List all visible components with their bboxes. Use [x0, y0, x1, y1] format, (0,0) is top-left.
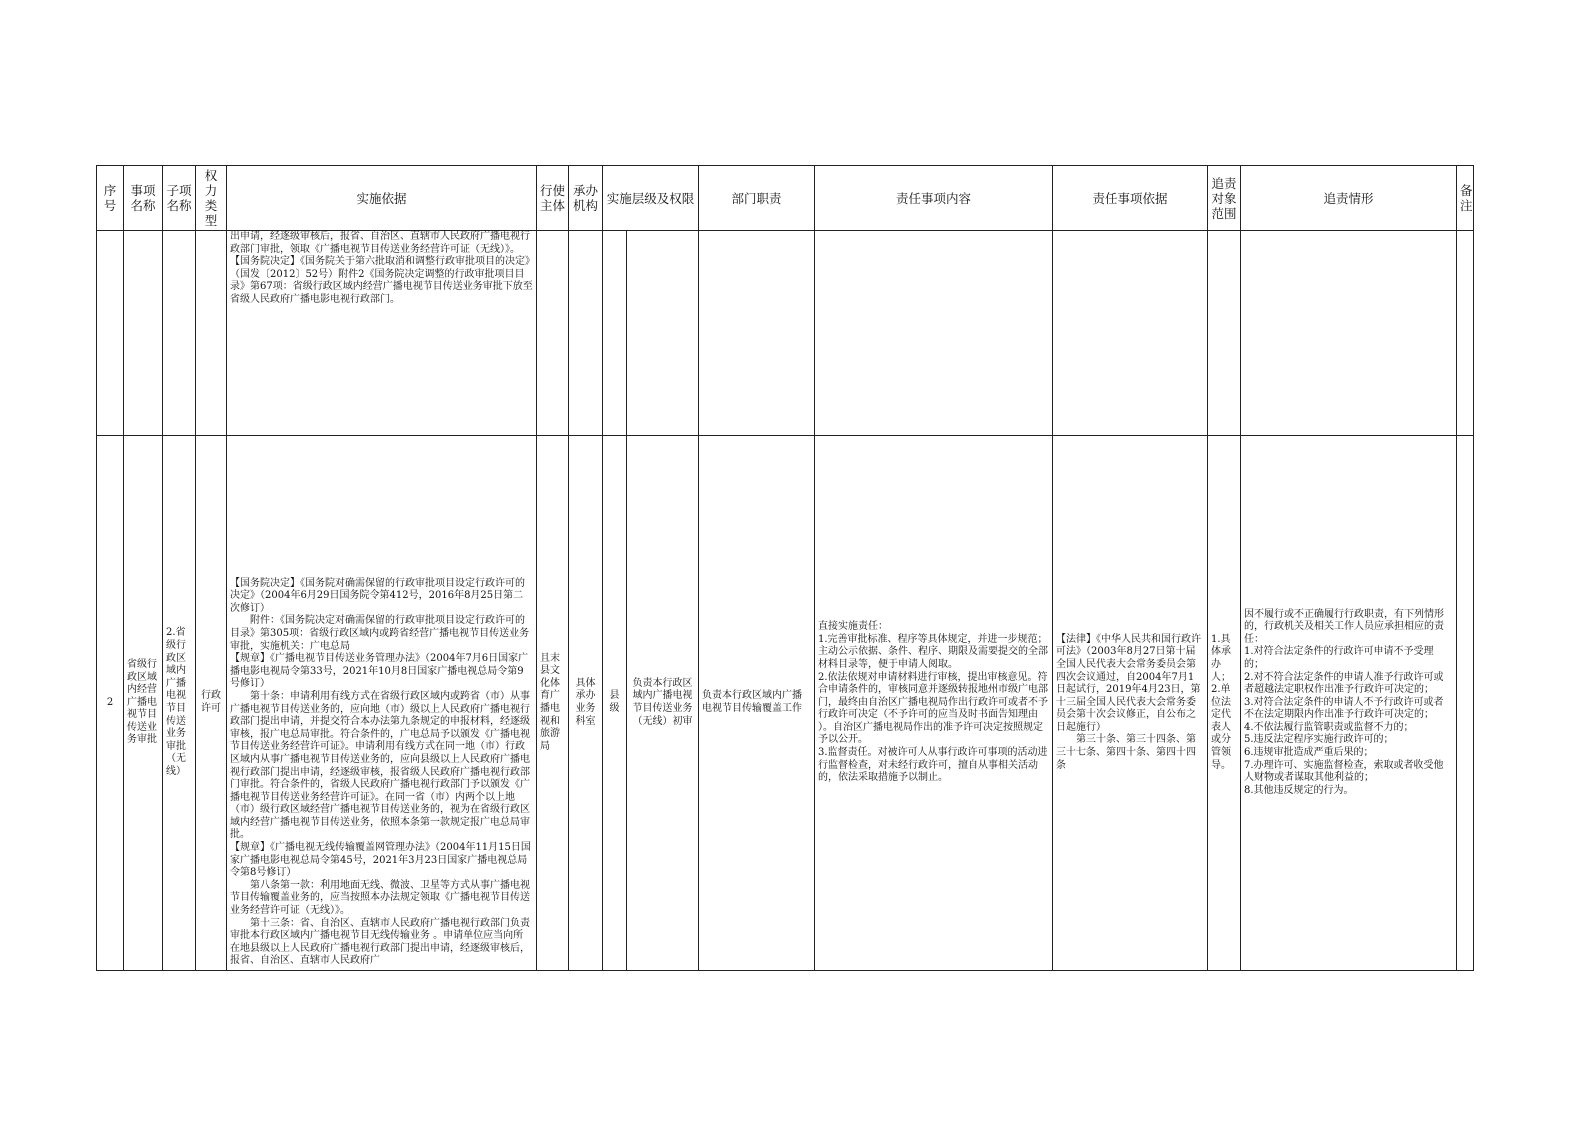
header-subject: 行使主体: [537, 166, 569, 231]
header-level: 实施层级及权限: [603, 166, 699, 231]
header-situations: 追责情形: [1241, 166, 1457, 231]
sub-item-cell: 2.省级行政区域内广播电视节目传送业务审批（无线）: [163, 436, 196, 971]
header-basis: 实施依据: [227, 166, 537, 231]
level-cell: 县级: [603, 436, 627, 971]
header-power-type: 权力类型: [196, 166, 227, 231]
duty-cell: 负责本行政区域内广播电视节目传输覆盖工作: [699, 436, 815, 971]
header-row: [97, 166, 1474, 231]
header-resp-basis: 责任事项依据: [1053, 166, 1208, 231]
level-desc-cell: 负责本行政区域内广播电视节目传送业务（无线）初审: [627, 436, 699, 971]
power-type-cell: 行政许可: [196, 436, 227, 971]
document-sheet: [96, 165, 1473, 967]
header-agency: 承办机构: [569, 166, 603, 231]
remark-cell: [1457, 436, 1474, 971]
item-name-cell: 省级行政区域内经营广播电视节目传送业务审批: [124, 436, 163, 971]
header-content: 责任事项内容: [815, 166, 1053, 231]
content-cell: 直接实施责任： 1.完善审批标准、程序等具体规定，并进一步规范；主动公示依据、条件、程序、期限及需要提交的全部材料目录等，便于申请人阅取。 2.依法依规对申请材料进行审核，提出审核意见。符合申请条件的，审核同意并逐级转报地州市级广电部门，最终由自治区广播电视局作出行政许可或者不予行政许可决定（不予许可的应当及时书面告知理由 ）。自治区广播电视局作出的准予许可决定按照规定予以公开。 3.监督责任。对被许可人从事行政许可事项的活动进行监督检查，对未经行政许可，擅自从事相关活动的，依法采取措施予以制止。: [815, 436, 1053, 971]
table-row: [97, 231, 1474, 436]
situations-cell: 因不履行或不正确履行行政职责，有下列情形的，行政机关及相关工作人员应承担相应的责任： 1.对符合法定条件的行政许可申请不予受理的； 2.对不符合法定条件的申请人准予行政许可或者超越法定职权作出准予行政许可决定的； 3.对符合法定条件的申请人不予行政许可或者不在法定期限内作出准予行政许可决定的； 4.不依法履行监管职责或监督不力的； 5.违反法定程序实施行政许可的； 6.违规审批造成严重后果的； 7.办理许可、实施监督检查，索取或者收受他人财物或者谋取其他利益的； 8.其他违反规定的行为。: [1241, 436, 1457, 971]
header-item-name: 事项名称: [124, 166, 163, 231]
header-seq: 序号: [97, 166, 124, 231]
subject-cell: 且末县文化体育广播电视和旅游局: [537, 436, 569, 971]
basis-cell: 出申请，经逐级审核后，报省、自治区、直辖市人民政府广播电视行政部门审批，领取《广播电视节目传送业务经营许可证（无线）》。 【国务院决定】《国务院关于第六批取消和调整行政审批项目的决定》（国发〔2012〕52号）附件2《国务院决定调整的行政审批项目目录》第67项：省级行政区域内经营广播电视节目传送业务审批下放至省级人民政府广播电影电视行政部门。: [227, 231, 537, 436]
header-sub-item: 子项名称: [163, 166, 196, 231]
seq-cell: 2: [97, 436, 124, 971]
scope-cell: 1.具体承办人； 2.单位法定代表人或分管领导。: [1208, 436, 1241, 971]
agency-cell: 具体承办业务科室: [569, 436, 603, 971]
table-row: [97, 436, 1474, 971]
header-scope: 追责对象范围: [1208, 166, 1241, 231]
header-duty: 部门职责: [699, 166, 815, 231]
responsibility-table: [96, 165, 1474, 971]
header-remark: 备注: [1457, 166, 1474, 231]
basis-cell: 【国务院决定】《国务院对确需保留的行政审批项目设定行政许可的决定》（2004年6月29日国务院令第412号，2016年8月25日第二次修订） 附件：《国务院决定对确需保留的行政审批项目设定行政许可的目录》第305项：省级行政区域内或跨省经营广播电视节目传送业务审批，实施机关：广电总局 【规章】《广播电视节目传送业务管理办法》（2004年7月6日国家广播电影电视局令第33号，2021年10月8日国家广播电视总局令第9号修订） 第十条：申请利用有线方式在省级行政区域内或跨省（市）从事广播电视节目传送业务的，应向地（市）级以上人民政府广播电视行政部门提出申请，并提交符合本办法第九条规定的申报材料，经逐级审核，报广电总局审批。符合条件的，广电总局予以颁发《广播电视节目传送业务经营许可证》。申请利用有线方式在同一地（市）行政区域内从事广播电视节目传送业务的，应向县级以上人民政府广播电视行政部门提出申请，经逐级审核，报省级人民政府广播电视行政部门审批。符合条件的，省级人民政府广播电视行政部门予以颁发《广播电视节目传送业务经营许可证》。在同一省（市）内两个以上地（市）级行政区域经营广播电视节目传送业务的，视为在省级行政区域内经营广播电视节目传送业务，依照本条第一款规定报广电总局审批。 【规章】《广播电视无线传输覆盖网管理办法》（2004年11月15日国家广播电影电视总局令第45号，2021年3月23日国家广播电视总局令第8号修订） 第八条第一款：利用地面无线、微波、卫星等方式从事广播电视节目传输覆盖业务的，应当按照本办法规定领取《广播电视节目传送业务经营许可证（无线）》。 第十三条：省、自治区、直辖市人民政府广播电视行政部门负责审批本行政区域内广播电视节目无线传输业务 。申请单位应当向所在地县级以上人民政府广播电视行政部门提出申请，经逐级审核后，报省、自治区、直辖市人民政府广: [227, 436, 537, 971]
resp-basis-cell: 【法律】《中华人民共和国行政许可法》（2003年8月27日第十届全国人民代表大会常务委员会第四次会议通过，自2004年7月1日起试行，2019年4月23日，第十三届全国人民代表大会常务委员会第十次会议修正，自公布之日起施行） 第三十条、第三十四条、第三十七条、第四十条、第四十四条: [1053, 436, 1208, 971]
